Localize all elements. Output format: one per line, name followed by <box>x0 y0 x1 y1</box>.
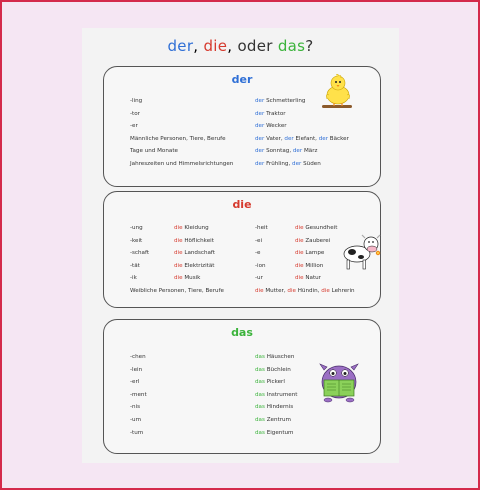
das-row-5-example <box>255 417 291 424</box>
article-text: das <box>255 404 265 411</box>
die-right-3-ending <box>255 263 266 270</box>
ending-text: -ion <box>255 262 266 269</box>
example-text: Zentrum <box>266 417 291 423</box>
title-der: der <box>167 37 194 55</box>
example-text: Vater, <box>266 135 283 142</box>
example-text: Lampe <box>305 250 325 257</box>
das-row-3-example <box>255 392 297 399</box>
article-text: die <box>174 237 183 244</box>
example-text: Büchlein <box>266 366 291 373</box>
die-left-2-ending <box>130 250 149 257</box>
example-text: Schmetterling <box>266 98 306 104</box>
die-right-2-ending <box>255 250 260 257</box>
article-text: das <box>255 417 265 423</box>
example-text: Musik <box>184 275 201 282</box>
ending-text: -er <box>130 123 138 130</box>
das-row-6-ending <box>130 430 143 437</box>
der-row-4-example <box>255 148 317 155</box>
article-text: die <box>174 250 183 257</box>
example-text: Eigentum <box>266 429 294 436</box>
ending-text: -heit <box>255 225 268 231</box>
ending-text: -ur <box>255 275 263 282</box>
example-text: Sonntag, <box>266 148 292 155</box>
der-row-1-ending <box>130 111 140 118</box>
article-text: die <box>295 275 304 282</box>
die-left-4-example <box>174 275 200 282</box>
ending-text: -chen <box>130 354 146 360</box>
title-das: das <box>277 37 306 55</box>
article-text: der <box>255 161 265 167</box>
der-box <box>103 66 381 187</box>
ending-text: -ung <box>130 225 143 231</box>
das-row-5-ending <box>130 417 141 424</box>
ending-text: -ling <box>130 98 143 104</box>
example-text: Natur <box>305 275 321 282</box>
die-left-3-example <box>174 263 214 270</box>
title-comma-2: , <box>227 37 233 55</box>
die-left-1-example <box>174 238 214 245</box>
title-die: die <box>203 37 228 55</box>
die-right-0-example <box>295 225 337 232</box>
das-row-0-ending <box>130 354 146 361</box>
die-heading: die <box>232 198 252 211</box>
die-right-3-example <box>295 263 323 270</box>
die-left-4-ending <box>130 275 137 282</box>
example-text: Elektrizität <box>184 262 215 269</box>
das-box <box>103 319 381 454</box>
example-text: Süden <box>303 161 321 167</box>
ending-text: -ei <box>255 237 263 244</box>
title-oder: oder <box>237 37 273 55</box>
monster-reading-icon <box>316 358 362 404</box>
ending-text: Weibliche Personen, Tiere, Berufe <box>130 288 224 294</box>
example-text: Kleidung <box>184 225 209 231</box>
die-right-4-ending <box>255 275 263 282</box>
der-row-4-ending <box>130 148 178 155</box>
das-row-2-ending <box>130 379 139 386</box>
der-row-0-example <box>255 98 305 105</box>
article-text: der <box>255 123 265 130</box>
ending-text: -tät <box>130 262 140 269</box>
das-row-3-ending <box>130 392 147 399</box>
ending-text: -ment <box>130 391 147 398</box>
ending-text: -schaft <box>130 250 150 257</box>
article-text: die <box>174 262 183 269</box>
cow-icon <box>340 232 382 272</box>
das-row-0-example <box>255 354 294 361</box>
article-text: der <box>255 148 265 155</box>
example-text: Lehrerin <box>331 288 355 294</box>
article-text: der <box>255 135 265 142</box>
die-left-2-example <box>174 250 215 257</box>
article-text: das <box>255 366 265 373</box>
die-right-1-ending <box>255 238 262 245</box>
ending-text: -ik <box>130 275 137 282</box>
ending-text: Jahreszeiten und Himmelsrichtungen <box>130 161 234 167</box>
article-text: die <box>287 288 296 294</box>
article-text: das <box>255 354 265 360</box>
article-text: das <box>255 391 265 398</box>
article-text: der <box>255 98 265 104</box>
ending-text: -erl <box>130 379 140 386</box>
title-comma-1: , <box>193 37 199 55</box>
der-row-5-example <box>255 161 321 168</box>
die-left-0-ending <box>130 225 143 232</box>
die-right-2-example <box>295 250 324 257</box>
example-text: Frühling, <box>266 161 291 167</box>
der-row-3-ending <box>130 136 226 143</box>
ending-text: -um <box>130 417 142 423</box>
page-title <box>82 37 399 55</box>
example-text: Zauberei <box>305 237 331 244</box>
der-row-5-ending <box>130 161 233 168</box>
example-text: Mutter, <box>265 288 286 294</box>
der-row-2-example <box>255 123 287 130</box>
example-text: Hündin, <box>297 288 320 294</box>
article-text: der <box>284 135 294 142</box>
die-box <box>103 191 381 308</box>
der-row-3-example <box>255 136 349 143</box>
article-text: die <box>174 275 183 282</box>
article-text: die <box>295 250 304 257</box>
die-left-1-ending <box>130 238 142 245</box>
das-row-4-example <box>255 404 293 411</box>
das-row-1-example <box>255 367 291 374</box>
ending-text: -e <box>255 250 261 257</box>
article-text: der <box>255 110 265 117</box>
worksheet <box>82 28 399 463</box>
title-question: ? <box>305 37 314 55</box>
article-text: das <box>255 429 265 436</box>
article-text: die <box>174 225 183 231</box>
das-row-4-ending <box>130 404 140 411</box>
article-text: die <box>295 225 304 231</box>
die-left-3-ending <box>130 263 140 270</box>
ending-text: -keit <box>130 237 143 244</box>
example-text: März <box>303 148 318 155</box>
die-last-ending <box>130 288 224 295</box>
die-last-example <box>255 288 355 295</box>
der-row-0-ending <box>130 98 142 105</box>
article-text: die <box>321 288 330 294</box>
die-left-0-example <box>174 225 209 232</box>
ending-text: -tum <box>130 429 144 436</box>
das-row-6-example <box>255 430 294 437</box>
article-text: der <box>292 148 303 155</box>
example-text: Landschaft <box>184 250 215 257</box>
article-text: der <box>292 161 302 167</box>
example-text: Instrument <box>266 391 298 398</box>
article-text: die <box>295 262 304 269</box>
example-text: Million <box>305 262 324 269</box>
ending-text: Männliche Personen, Tiere, Berufe <box>130 135 226 142</box>
example-text: Pickerl <box>266 379 285 386</box>
example-text: Häuschen <box>266 354 295 360</box>
die-right-1-example <box>295 238 330 245</box>
example-text: Traktor <box>266 110 286 117</box>
example-text: Wecker <box>266 123 287 130</box>
ending-text: Tage und Monate <box>130 148 178 155</box>
ending-text: -tor <box>130 110 140 117</box>
das-heading: das <box>231 326 253 339</box>
article-text: das <box>255 379 265 386</box>
der-row-1-example <box>255 111 286 118</box>
example-text: Höflichkeit <box>184 237 214 244</box>
example-text: Hindernis <box>266 404 294 411</box>
die-right-0-ending <box>255 225 268 232</box>
article-text: die <box>295 237 304 244</box>
die-right-4-example <box>295 275 321 282</box>
ending-text: -lein <box>130 366 143 373</box>
der-row-2-ending <box>130 123 138 130</box>
article-text: die <box>255 288 264 294</box>
article-text: der <box>318 135 329 142</box>
das-row-1-ending <box>130 367 142 374</box>
example-text: Elefant, <box>295 135 317 142</box>
example-text: Gesundheit <box>305 225 338 231</box>
das-row-2-example <box>255 379 285 386</box>
der-heading: der <box>231 73 253 86</box>
example-text: Bäcker <box>329 135 349 142</box>
chick-icon <box>320 73 356 113</box>
ending-text: -nis <box>130 404 141 411</box>
